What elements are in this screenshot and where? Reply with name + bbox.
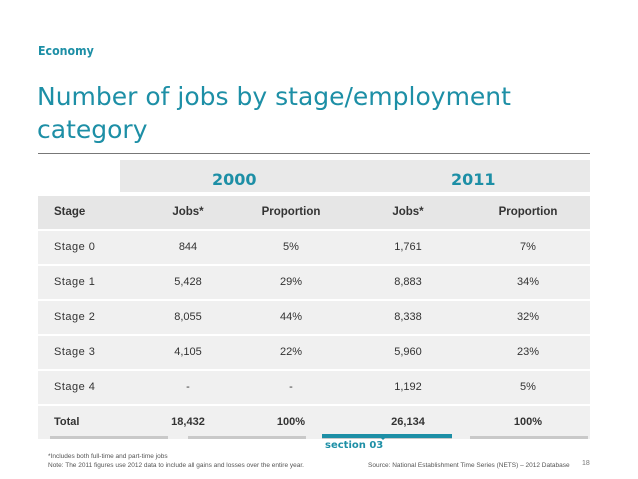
page-number: 18 xyxy=(582,460,590,467)
year-2011-heading: 2011 xyxy=(451,170,496,189)
footnote-note: Note: The 2011 figures use 2012 data to include all gains and losses over the entire year. xyxy=(48,462,304,469)
stage-cell: Stage 2 xyxy=(54,311,96,323)
jobs-2000-cell: 8,055 xyxy=(174,311,202,323)
year-2000-heading: 2000 xyxy=(212,170,257,189)
table-header-row xyxy=(38,196,590,231)
proportion-2000-cell: 44% xyxy=(279,311,303,323)
stage-cell: Stage 3 xyxy=(54,346,96,358)
jobs-2011-cell: 5,960 xyxy=(394,346,422,358)
jobs-2000-cell: 844 xyxy=(178,241,198,253)
table-row xyxy=(38,301,590,336)
total-jobs-2000: 18,432 xyxy=(171,416,205,428)
column-header-jobs-2000: Jobs* xyxy=(172,206,204,218)
source-note: Source: National Establishment Time Series (NETS) – 2012 Database xyxy=(368,462,570,469)
year-band xyxy=(120,160,590,192)
section-bar xyxy=(188,436,306,439)
total-proportion-2000: 100% xyxy=(276,416,306,428)
table-row xyxy=(38,371,590,406)
section-label: Economy xyxy=(38,44,94,58)
column-header-stage: Stage xyxy=(54,206,86,218)
jobs-2011-cell: 8,338 xyxy=(394,311,422,323)
stage-cell: Stage 0 xyxy=(54,241,96,253)
page-title: Number of jobs by stage/employment category xyxy=(37,82,511,144)
proportion-2000-cell: 5% xyxy=(283,241,299,253)
proportion-2011-cell: 5% xyxy=(520,381,536,393)
title-divider xyxy=(38,153,590,154)
jobs-2011-cell: 1,192 xyxy=(394,381,422,393)
total-proportion-2011: 100% xyxy=(513,416,543,428)
footnote-jobs: *Includes both full-time and part-time jobs xyxy=(48,453,168,460)
total-jobs-2011: 26,134 xyxy=(391,416,425,428)
stage-cell: Stage 4 xyxy=(54,381,96,393)
section-bar xyxy=(50,436,168,439)
proportion-2011-cell: 34% xyxy=(516,276,540,288)
jobs-2000-cell: 4,105 xyxy=(174,346,202,358)
jobs-2011-cell: 1,761 xyxy=(394,241,422,253)
table-row xyxy=(38,231,590,266)
proportion-2000-cell: - xyxy=(289,381,293,393)
stage-cell: Stage 1 xyxy=(54,276,96,288)
jobs-2011-cell: 8,883 xyxy=(394,276,422,288)
proportion-2000-cell: 22% xyxy=(279,346,303,358)
column-header-proportion-2011: Proportion xyxy=(498,206,558,218)
jobs-2000-cell: - xyxy=(186,381,190,393)
table-row xyxy=(38,336,590,371)
column-header-proportion-2000: Proportion xyxy=(261,206,321,218)
jobs-2000-cell: 5,428 xyxy=(174,276,202,288)
proportion-2011-cell: 23% xyxy=(516,346,540,358)
section-bar xyxy=(470,436,588,439)
proportion-2000-cell: 29% xyxy=(279,276,303,288)
total-label: Total xyxy=(54,416,80,428)
section-number: section 03 xyxy=(325,440,384,451)
proportion-2011-cell: 32% xyxy=(516,311,540,323)
proportion-2011-cell: 7% xyxy=(520,241,536,253)
column-header-jobs-2011: Jobs* xyxy=(392,206,424,218)
table-row xyxy=(38,266,590,301)
